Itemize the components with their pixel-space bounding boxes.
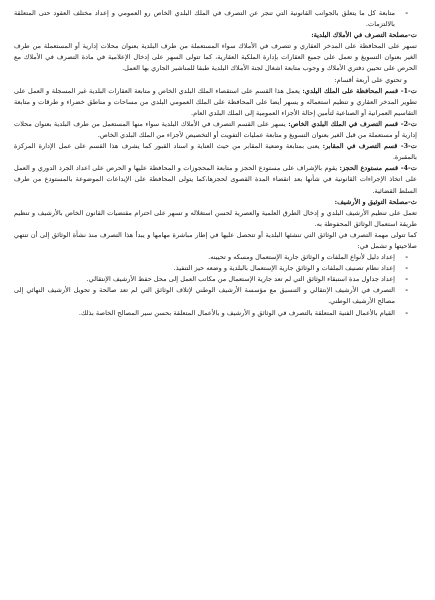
unit-paragraph: [14, 86, 417, 119]
list-item: [14, 285, 417, 307]
section-intro: تعمل على تنظيم الأرشيف البلدي و إدخال الطرق العلمية والعصرية لحسن استغلاله و تسهر على احترام مقتضيات القانون الخاص بالأرشيف و تنظيم طريقة استعمال الوثائق المحفوظة به.: [14, 208, 417, 228]
list-item: [14, 252, 417, 263]
list-item-text: متابعة كل ما يتعلق بالجوانب القانونية التي تنجر عن التصرف في الملك البلدي الخاص رو العمومي و إعداد مختلف العقود حتى المتعلقة بالالتزمات.: [14, 9, 395, 29]
section-contains: و تحتوي على أربعة أقسام:: [334, 75, 407, 84]
list-item-text: إعداد جداول مدة استبقاء الوثائق التي لم تعد جارية الإستعمال من مكاتب العمل إلى محل حفظ الأرشيف الإنتقالي.: [86, 275, 395, 284]
dash-bullet: -: [405, 9, 408, 17]
dash-bullet: -: [405, 253, 408, 262]
unit-title: ت-3- قسم التصرف في المقابر:: [322, 142, 417, 151]
unit-text: يسهر على القسم التصرف في الأملاك البلدية سواء منها المستعمل من طرف البلدية بعنوان محلات إدارية أو مستعملة من قبل الغير بعنوان التسويغ و متابعة عمليات التفويت أو التخصيص لأجزاء من الملك البلدي الخاص.: [14, 119, 417, 140]
section-heading: ت-مصلحة التصرف في الأملاك البلدية:: [311, 31, 417, 40]
list-item: [14, 8, 417, 30]
list-item: [14, 263, 417, 274]
unit-paragraph: [14, 163, 417, 196]
list-item: [14, 308, 417, 319]
section-intro: تسهر على المحافظة على المدخر العقاري و تتصرف في الأملاك سواء المستعملة من طرف البلدية بعنوان محلات إدارية أو المستعملة من طرف الغير بعنوان التسويغ و تعمل على جميع العقارات بإدارة الملكية العقارية، كما تتولى السهر على إدخال الإعلامية في مادة التصرف في الأملاك مع الحرص على تحيين دفتري الأملاك و وجوب متابعة اشغال لجنة الأملاك البلدية طبقا للمناشير الجاري بها العمل.: [14, 42, 417, 73]
list-item-text: إعداد نظام تصنيف الملفات و الوثائق جارية الإستعمال بالبلدية و وضعه حيز التنفيذ.: [173, 264, 395, 273]
list-item: [14, 274, 417, 285]
unit-paragraph: [14, 141, 417, 163]
unit-text: يقوم بالإشراف على مستودع الحجز و متابعة المحجوزات و المحافظة عليها و الحرص على اعداد الجرد الدوري و العمل على اتخاذ الإجراءات القانونية في شأنها بعد انقضاء المدة القصوى لحجزها،كما يتولى المحافظة على الإيداعات الموضوعة بالمستودع من طرف السلط القضائية.: [14, 164, 417, 195]
dash-bullet: -: [405, 286, 408, 295]
list-item-text: التصرف في الأرشيف الإنتقالي و التنسيق مع مؤسسة الأرشيف الوطني لإتلاف الوثائق التي لم تعد صالحة و تحويل الأرشيف النهائي إلى مصالح الأرشيف الوطني.: [14, 286, 395, 306]
list-item-text: إعداد دليل لأنواع الملفات و الوثائق جارية الإستعمال ومسكه و تحيينه.: [208, 253, 395, 262]
unit-text: يعمل هذا القسم على استقصاء الملك البلدي الخاص و متابعة العقارات البلدية غير المسجلة و العمل على تطوير المدخر العقاري و تنظيم استعماله و يسهر أيضا على المحافظة على الملك العمومي البلدي من مساحات و مناطق خضراء و طرقات و متابعة التقاسيم العمرانية أو الصناعية لتأمين إحالة الأجزاء العمومية إلى الملك البلدي العام.: [14, 86, 417, 117]
section-heading: ث-مصلحة التوثيق و الأرشيف:: [334, 197, 417, 206]
dash-bullet: -: [405, 308, 408, 317]
section-scope: كما تتولى مهمة التصرف في الوثائق التي تنشئها البلدية أو تتحصل عليها في إطار مباشرة مهامها و يبدأ هذا التصرف منذ نشأة الوثائق إلى أن تنتهي صلاحيتها و تشمل في:: [14, 230, 417, 250]
unit-title: ت-2- قسم التصرف في الملك البلدي الخاص:: [288, 119, 417, 128]
list-item-text: القيام بالأعمال الفنية المتعلقة بالتصرف في الوثائق و الأرشيف و بالأعمال المتعلقة بحسن سير المصالح الخاصة بذلك.: [78, 308, 395, 317]
dash-bullet: -: [405, 264, 408, 273]
dash-bullet: -: [405, 275, 408, 284]
unit-title: ت-4- قسم مستودع الحجز:: [339, 164, 417, 173]
unit-paragraph: [14, 119, 417, 141]
unit-text: يعنى بمتابعة وضعية المقابر من حيث العناية و اسناد القبور كما يشرف هذا القسم على عمل الإدارة المركزة بالمقبرة.: [14, 142, 417, 162]
unit-title: ت-1- قسم المحافظة على الملك البلدي:: [302, 86, 417, 95]
